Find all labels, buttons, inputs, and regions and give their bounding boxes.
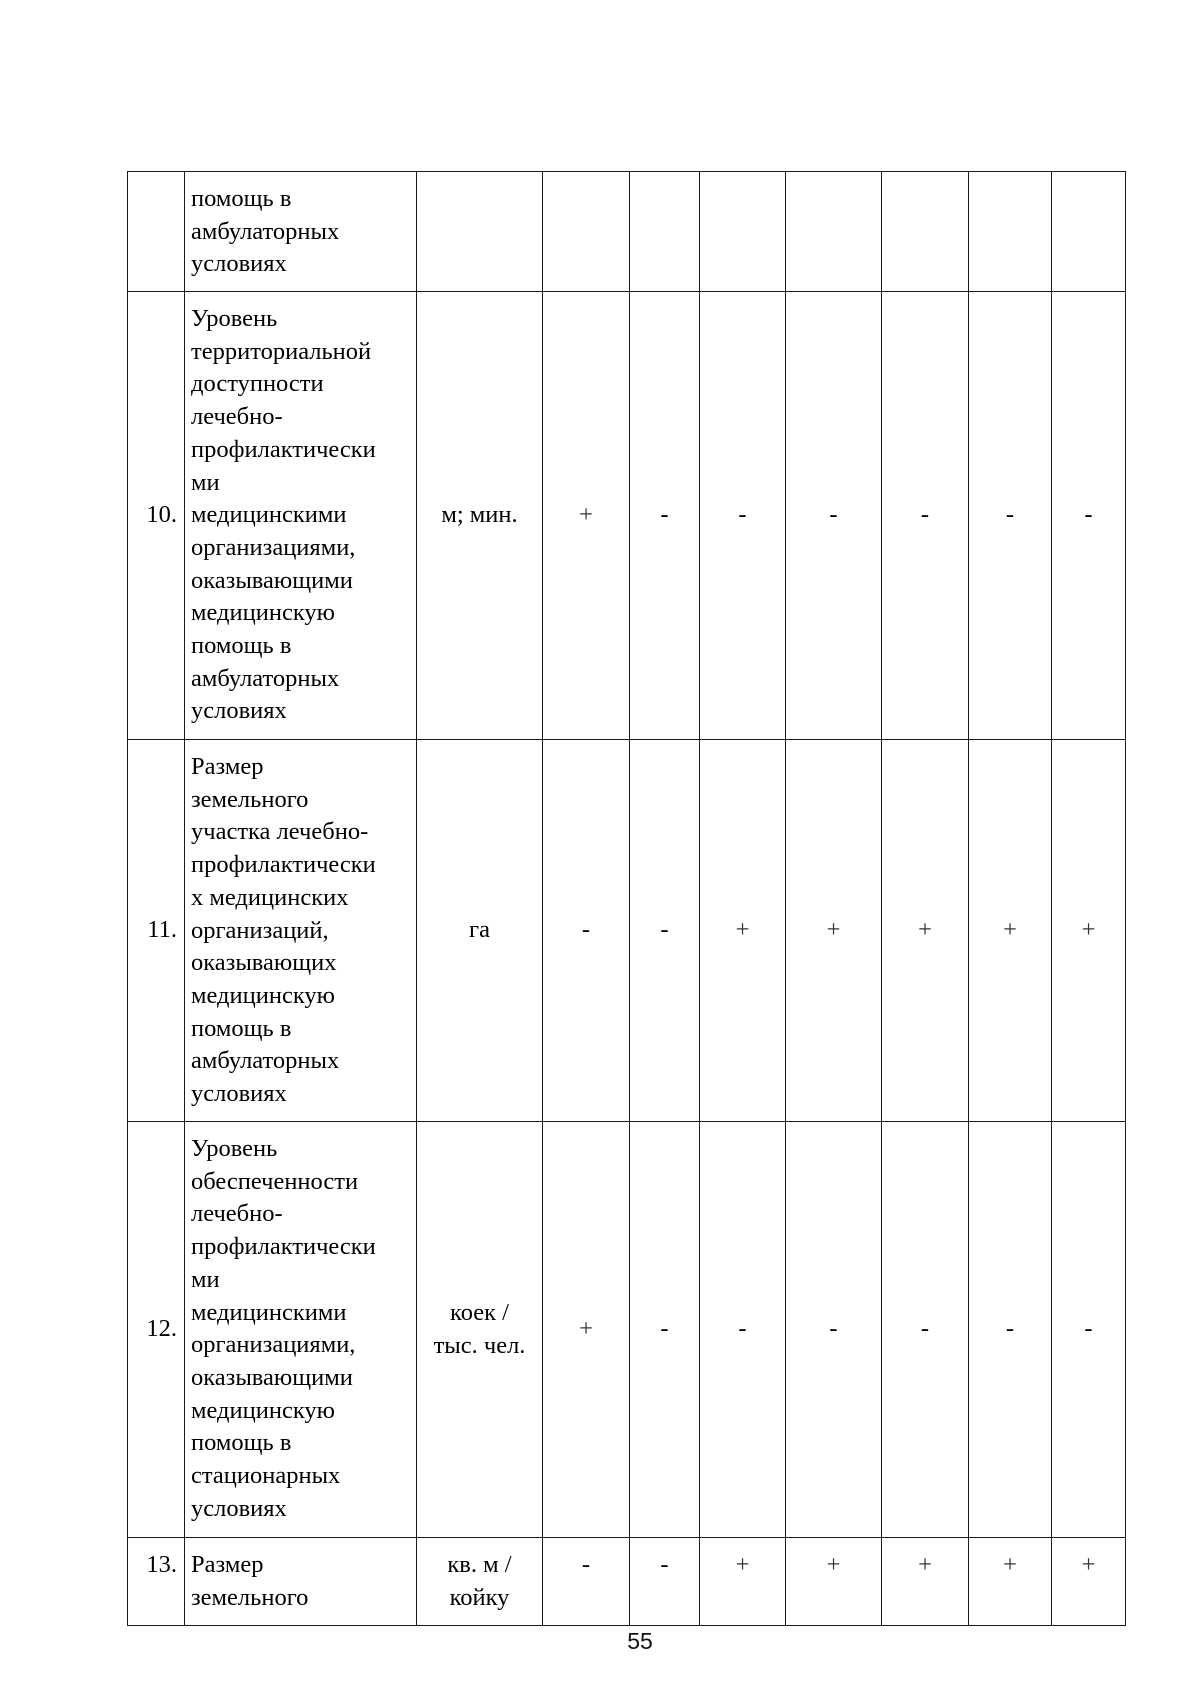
row-number: 10. [128, 292, 185, 740]
mark-cell: + [1052, 1538, 1126, 1626]
unit-cell [417, 172, 543, 292]
mark-cell [630, 172, 700, 292]
table-row [128, 292, 1126, 740]
mark-cell: - [1052, 1122, 1126, 1538]
mark-cell: - [1052, 292, 1126, 740]
mark-cell [700, 172, 786, 292]
mark-cell: - [630, 292, 700, 740]
unit-cell: коек / тыс. чел. [417, 1122, 543, 1538]
table-row [128, 740, 1126, 1122]
mark-cell [543, 172, 630, 292]
mark-cell: - [700, 292, 786, 740]
unit-cell: кв. м / койку [417, 1538, 543, 1626]
table-row [128, 1122, 1126, 1538]
mark-cell: + [786, 740, 882, 1122]
mark-cell: + [543, 1122, 630, 1538]
mark-cell: + [882, 740, 969, 1122]
mark-cell: + [700, 1538, 786, 1626]
indicator-table [127, 171, 1126, 1626]
mark-cell: - [786, 292, 882, 740]
mark-cell: - [630, 1122, 700, 1538]
row-number: 12. [128, 1122, 185, 1538]
mark-cell [1052, 172, 1126, 292]
unit-cell: га [417, 740, 543, 1122]
mark-cell: + [969, 1538, 1052, 1626]
mark-cell: - [630, 1538, 700, 1626]
mark-cell: + [882, 1538, 969, 1626]
mark-cell: + [786, 1538, 882, 1626]
mark-cell: - [786, 1122, 882, 1538]
mark-cell: - [882, 292, 969, 740]
mark-cell: + [700, 740, 786, 1122]
indicator-name: Размер земельного [185, 1538, 417, 1626]
mark-cell: + [543, 292, 630, 740]
mark-cell: - [700, 1122, 786, 1538]
mark-cell: + [1052, 740, 1126, 1122]
table-row [128, 172, 1126, 292]
indicator-name: Размер земельного участка лечебно- профилактически х медицинских организаций, оказывающих медицинскую помощь в амбулаторных условиях [185, 740, 417, 1122]
indicator-name: помощь в амбулаторных условиях [185, 172, 417, 292]
row-number: 13. [128, 1538, 185, 1626]
page-number: 55 [627, 1628, 653, 1654]
mark-cell: - [882, 1122, 969, 1538]
mark-cell: + [969, 740, 1052, 1122]
row-number: 11. [128, 740, 185, 1122]
mark-cell: - [969, 1122, 1052, 1538]
row-number [128, 172, 185, 292]
indicator-name: Уровень обеспеченности лечебно- профилактически ми медицинскими организациями, оказывающими медицинскую помощь в стационарных условиях [185, 1122, 417, 1538]
unit-cell: м; мин. [417, 292, 543, 740]
mark-cell [882, 172, 969, 292]
mark-cell [786, 172, 882, 292]
mark-cell: - [630, 740, 700, 1122]
mark-cell: - [543, 1538, 630, 1626]
table-row [128, 1538, 1126, 1626]
indicator-name: Уровень территориальной доступности лечебно- профилактически ми медицинскими организациями, оказывающими медицинскую помощь в амбулаторных условиях [185, 292, 417, 740]
mark-cell: - [969, 292, 1052, 740]
mark-cell: - [543, 740, 630, 1122]
mark-cell [969, 172, 1052, 292]
